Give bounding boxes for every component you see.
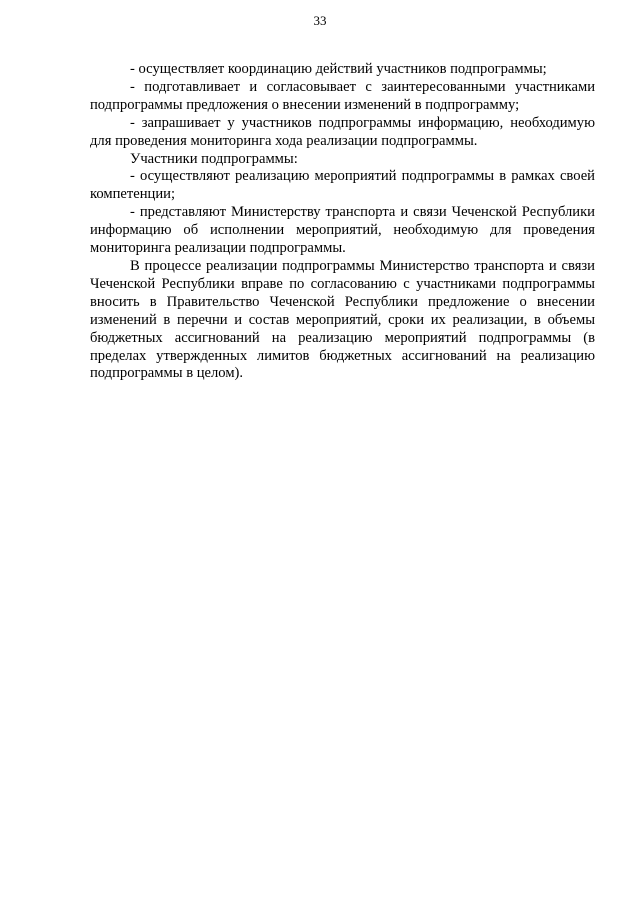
paragraph-implementation-process: В процессе реализации подпрограммы Министерство транспорта и связи Чеченской Республики вправе по согласованию с участниками подпрограммы вносить в Правительство Чеченской Республики предложение о внесении изменений в перечни и состав мероприятий, сроки их реализации, в объемы бюджетных ассигнований на реализацию мероприятий подпрограммы (в пределах утвержденных лимитов бюджетных ассигнований на реализацию подпрограммы в целом). <box>90 257 595 382</box>
page-number: 33 <box>313 13 327 28</box>
paragraph-provide-information: - представляют Министерству транспорта и связи Чеченской Республики информацию об исполнении мероприятий, необходимую для проведения мониторинга реализации подпрограммы. <box>90 204 595 257</box>
paragraph-coordination: - осуществляет координацию действий участников подпрограммы; <box>130 61 547 77</box>
paragraph-prepares-proposals: - подготавливает и согласовывает с заинтересованными участниками подпрограммы предложения о внесении изменений в подпрограмму; <box>90 78 595 113</box>
document-body <box>90 61 595 383</box>
paragraph-requests-information: - запрашивает у участников подпрограммы информацию, необходимую для проведения мониторинга хода реализации подпрограммы. <box>90 114 595 149</box>
paragraph-participants-heading: Участники подпрограммы: <box>130 150 298 167</box>
paragraph-implement-activities: - осуществляют реализацию мероприятий подпрограммы в рамках своей компетенции; <box>90 168 595 203</box>
